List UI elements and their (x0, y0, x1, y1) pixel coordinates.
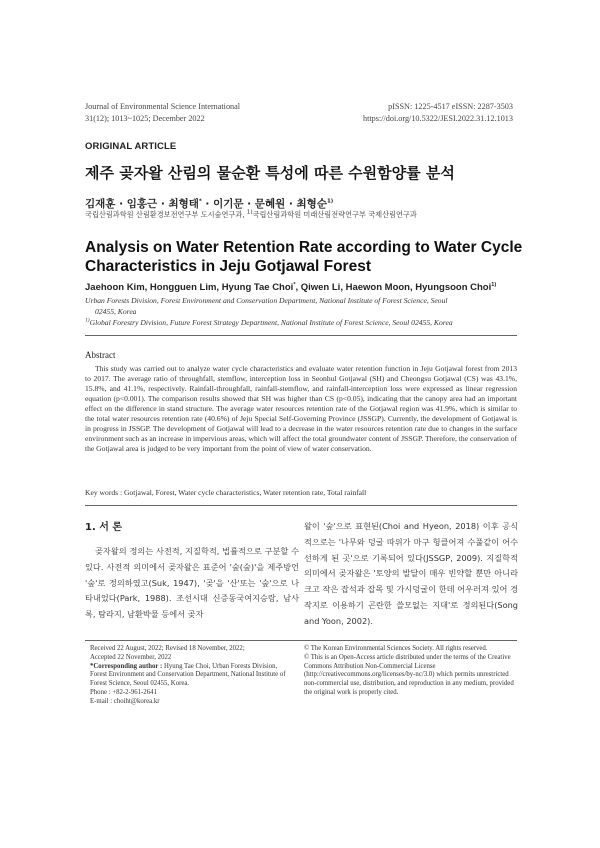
body-text-right: 왈이 '숲'으로 표현된(Choi and Hyeon, 2018) 이후 공식적으로는 '나무와 덩굴 따위가 마구 헝클어져 수풀같이 어수선하게 된 곳'으로 기록되어 있다(JSSGP, 2009). 지질학적 의미에서 곶자왈은 '토양의 발달이 매우 빈약할 뿐만 아니라 크고 작은 잡석과 잡목 및 가시덩굴이 한데 어우러져 있어 경작지로 이용하기 곤란한 쓸모없는 지대'로 정의된다(Song and Yoon, 2002). (304, 521, 518, 626)
english-authors (85, 282, 496, 293)
journal-name: Journal of Environmental Science International (85, 102, 241, 111)
affiliation-1-line-2: 02455, Korea (95, 307, 137, 316)
divider-abstract (85, 505, 517, 506)
received-date: Received 22 August, 2022; Revised 18 November, 2022; (90, 645, 245, 652)
volume-pages: 31(12); 1013~1025; December 2022 (85, 113, 205, 123)
corresponding-label: *Corresponding author : (90, 662, 164, 670)
accepted-date: Accepted 22 November, 2022 (90, 653, 172, 661)
keywords-label: Key words : (85, 488, 125, 497)
corresponding-text: Hyung Tae Choi, Urban Forests Division, Forest Environment and Conservation Department, National Institute of Forest Science, Seoul 02455, Korea. (90, 662, 286, 688)
license-text: © This is an Open-Access article distributed under the terms of the Creative Commons Attribution Non-Commercial License (http://creativecommons.org/licenses/by-nc/3.0) which permits unrestricted non-commercial use, distribution, and reproduction in any medium, provided the original work is properly cited. (304, 653, 514, 696)
divider-footnote (85, 640, 517, 641)
affiliation-mark: 1) (246, 209, 253, 216)
corresponding-mark: * (293, 281, 296, 288)
english-authors-text-rest: , Qiwen Li, Haewon Moon, Hyungsoon Choi (295, 282, 492, 293)
abstract-text: This study was carried out to analyze water cycle characteristics and evaluate water retention function in Jeju Gotjawal forest from 2013 to 2017. The average ratio of throughfall, stemflow, interception loss in Seonhul Gotjawal (SH) and Cheongsu Gotjawal (CS) was 43.1%, 15.8%, and 41.1%, respectively. Rainfall-throughfall, rainfall-stemflow, and rainfall-interception loss were expressed as linear regression equation (p<0.001). The comparison results showed that SH was higher than CS (p<0.05), indicating that the canopy area had an important effect on the difference in stand structure. The average water resources retention rate of the Gotjawal region was 41.9%, which is similar to the total water resources retention rate (40.6%) of Jeju Special Self-Governing Province (JSSGP). Currently, the development of Gotjawal is in progress in JSSGP. The development of Gotjawal will lead to a decrease in the water resources retention rate due to changes in the surface environment such as an increase in impervious areas, which will affect the total groundwater content of JSSGP. Therefore, the conservation of the Gotjawal area is judged to be very important from the point of view of water conservation. (85, 364, 517, 453)
abstract-heading: Abstract (85, 350, 116, 360)
korean-authors-text: 김재훈 · 임홍근 · 최형태 (85, 198, 199, 210)
copyright: © The Korean Environmental Sciences Society. All rights reserved. (304, 645, 488, 652)
corresponding-mark: * (198, 198, 202, 205)
journal-header (85, 101, 240, 124)
corresponding-author (90, 663, 290, 689)
keywords (85, 488, 517, 497)
english-affiliation-2 (85, 317, 517, 328)
affiliation-mark: 1) (326, 198, 334, 205)
korean-authors-text-rest: · 이기문 · 문혜원 · 최형순 (201, 198, 327, 210)
affiliation-mark: 1) (85, 317, 90, 324)
english-title: Analysis on Water Retention Rate according to Water Cycle Characteristics in Jeju Gotjawal Forest (85, 239, 523, 275)
issn-header (363, 101, 513, 124)
article-type: ORIGINAL ARTICLE (85, 141, 177, 152)
phone: Phone : +82-2-961-2641 (90, 688, 157, 696)
korean-affiliation-b: 국립산림과학원 미래산림전략연구부 국제산림연구과 (252, 210, 417, 219)
keywords-list: Gotjawal, Forest, Water cycle characteristics, Water retention rate, Total rainfall (124, 488, 367, 497)
body-text-left: 곶자왈의 정의는 사전적, 지질학적, 법률적으로 구분할 수 있다. 사전적 의미에서 곶자왈은 표준어 '숲(숲)'을 제주방언 '숲'로 정의하였고(Suk, 1947), '곶'을 '산'또는 '숲'으로 나타내었다(Park, 1988). 조선시대 신증동국여지승람, 남사록, 탐라지, 남환박물 등에서 곶자 (85, 546, 299, 620)
affiliation-2-text: Global Forestry Division, Future Forest Strategy Department, National Institute of Forest Science, Seoul 02455, Korea (89, 318, 453, 327)
footnote-dates (90, 645, 290, 707)
affiliation-mark: 1) (491, 281, 497, 288)
footnote-license (304, 645, 520, 698)
korean-affiliation (85, 210, 417, 220)
english-affiliation-1 (85, 295, 517, 317)
affiliation-1-line-1: Urban Forests Division, Forest Environment and Conservation Department, National Institute of Forest Science, Seoul (85, 296, 448, 305)
doi-link[interactable]: https://doi.org/10.5322/JESI.2022.31.12.1013 (363, 113, 513, 123)
korean-affiliation-a: 국립산림과학원 산림환경보전연구부 도시숲연구과, (85, 210, 247, 219)
divider-top (85, 335, 517, 336)
english-authors-text: Jaehoon Kim, Hongguen Lim, Hyung Tae Choi (85, 282, 294, 293)
korean-title: 제주 곶자왈 산림의 물순환 특성에 따른 수원함양률 분석 (85, 164, 455, 182)
email-link[interactable]: E-mail : choiht@korea.kr (90, 697, 160, 705)
korean-authors (85, 196, 333, 211)
issn: pISSN: 1225-4517 eISSN: 2287-3503 (388, 102, 513, 111)
section-heading: 1. 서 론 (85, 522, 123, 533)
